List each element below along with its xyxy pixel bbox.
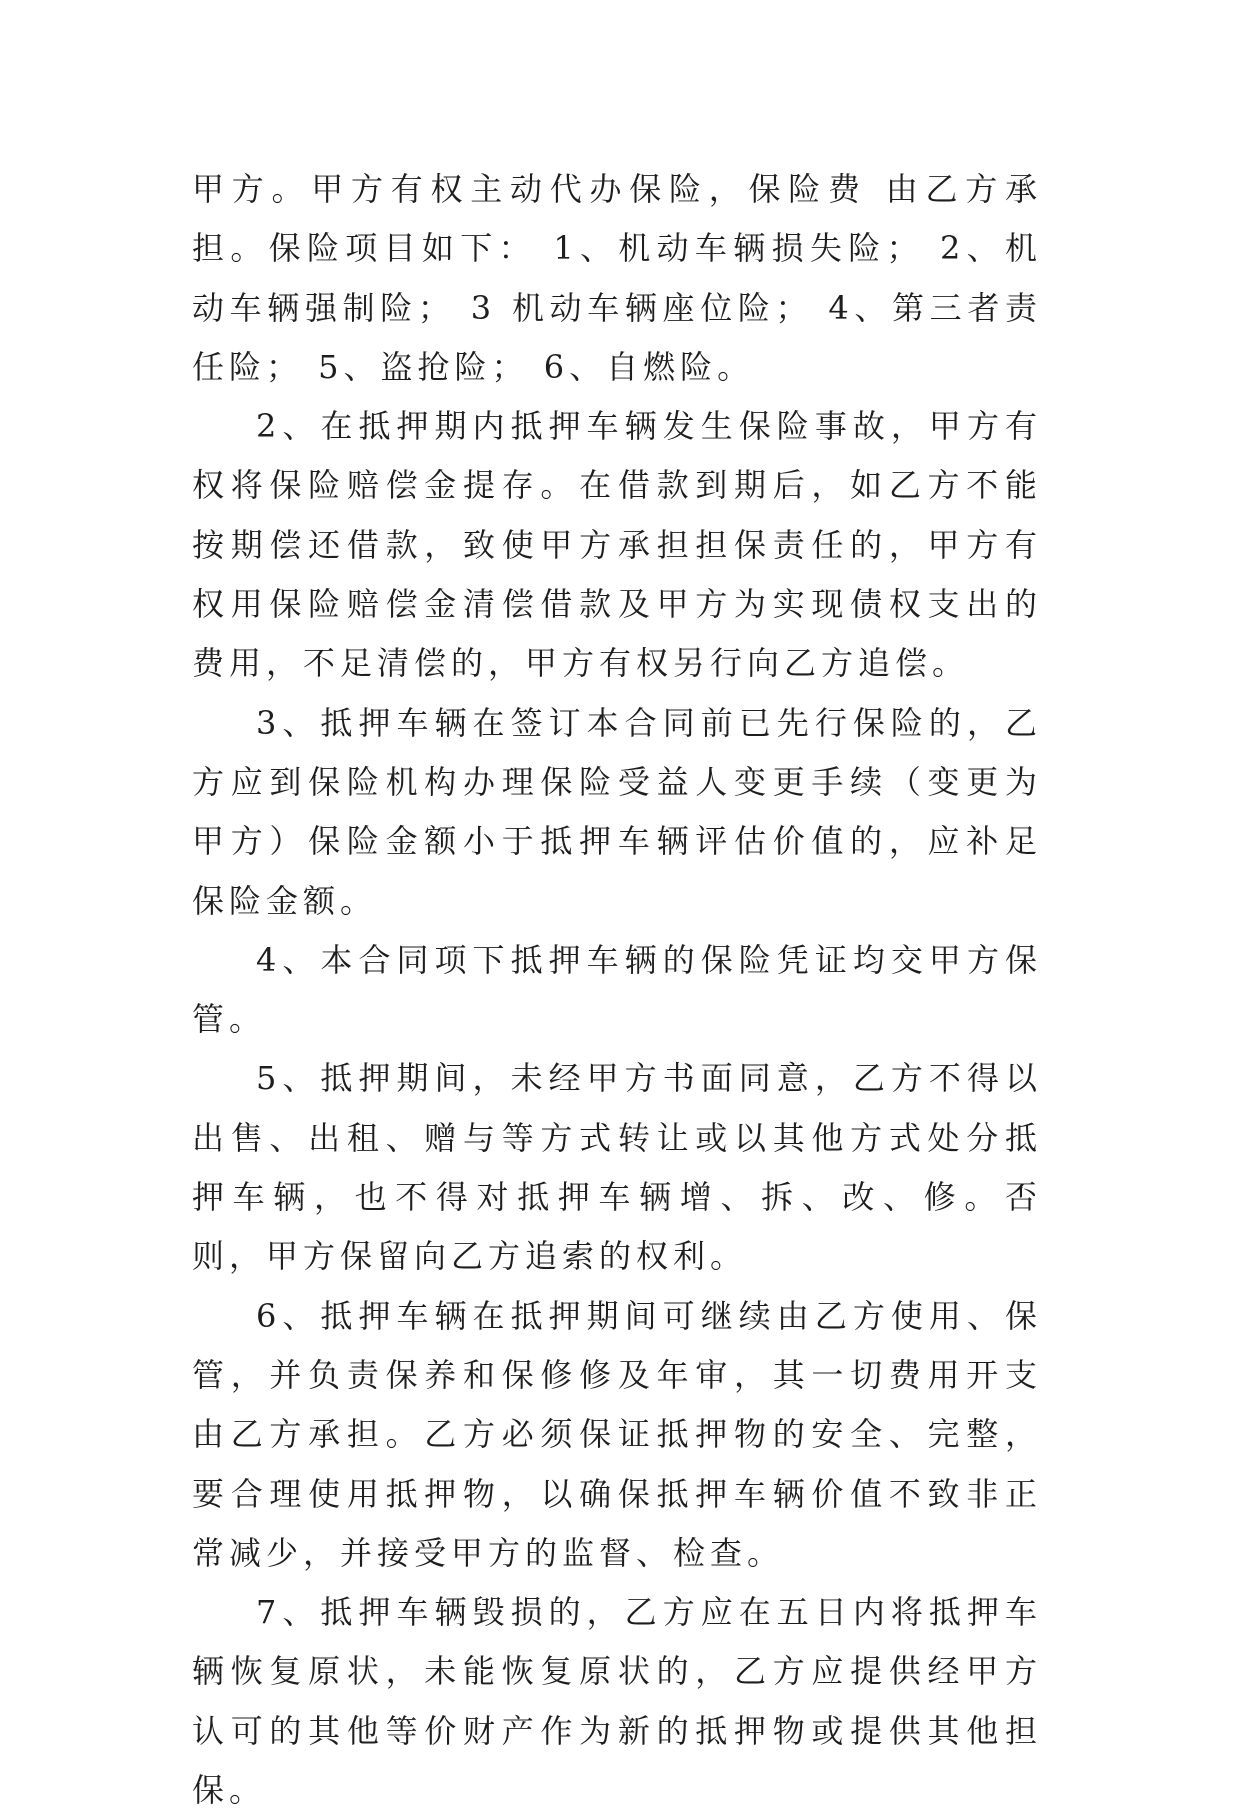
- paragraph-clause-2: 2、在抵押期内抵押车辆发生保险事故，甲方有权将保险赔偿金提存。在借款到期后，如乙方不能按期偿还借款，致使甲方承担担保责任的，甲方有权用保险赔偿金清偿借款及甲方为实现债权支出的费用，不足清偿的，甲方有权另行向乙方追偿。: [192, 407, 1042, 683]
- paragraph-clause-5: 5、抵押期间，未经甲方书面同意，乙方不得以出售、出租、赠与等方式转让或以其他方式处分抵押车辆，也不得对抵押车辆增、拆、改、修。否则，甲方保留向乙方追索的权利。: [192, 1059, 1042, 1276]
- paragraph-insurance-items: 甲方。甲方有权主动代办保险，保险费 由乙方承担。保险项目如下： 1、机动车辆损失险； 2、机动车辆强制险； 3 机动车辆座位险； 4、第三者责任险； 5、盗抢险； 6、自燃险。: [192, 170, 1042, 386]
- paragraph-clause-3: 3、抵押车辆在签订本合同前已先行保险的，乙方应到保险机构办理保险受益人变更手续（变更为甲方）保险金额小于抵押车辆评估价值的，应补足保险金额。: [192, 703, 1042, 920]
- paragraph-clause-6: 6、抵押车辆在抵押期间可继续由乙方使用、保管，并负责保养和保修修及年审，其一切费用开支由乙方承担。乙方必须保证抵押物的安全、完整，要合理使用抵押物，以确保抵押车辆价值不致非正常减少，并接受甲方的监督、检查。: [192, 1296, 1042, 1572]
- document-body: [192, 160, 1042, 1820]
- paragraph-clause-4: 4、本合同项下抵押车辆的保险凭证均交甲方保管。: [192, 940, 1042, 1039]
- paragraph-clause-7: 7、抵押车辆毁损的，乙方应在五日内将抵押车辆恢复原状，未能恢复原状的，乙方应提供经甲方认可的其他等价财产作为新的抵押物或提供其他担保。: [192, 1593, 1042, 1810]
